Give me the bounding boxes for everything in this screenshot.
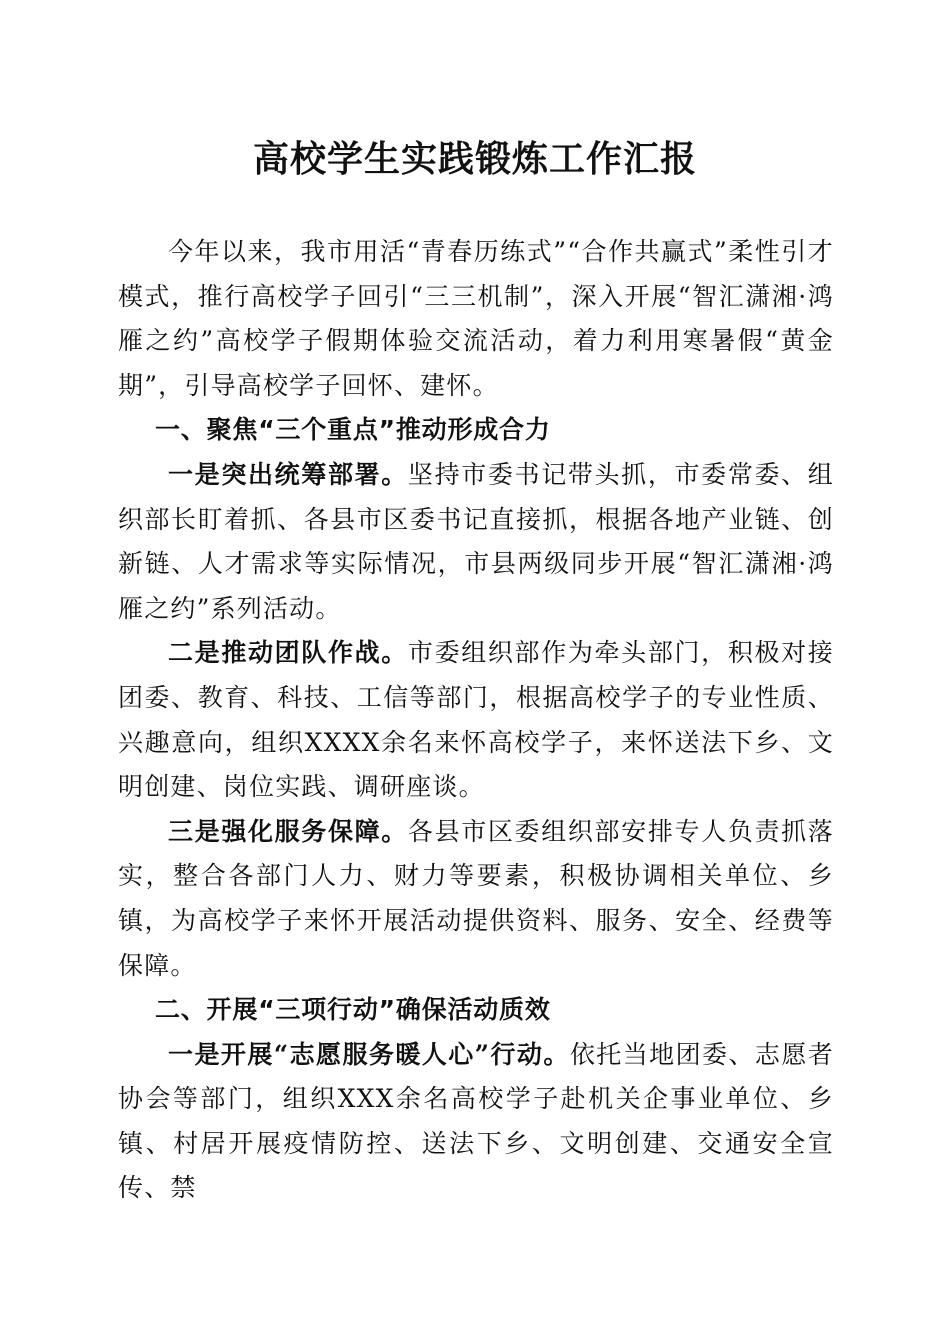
section-1-paragraph-2 — [118, 631, 834, 809]
document-body — [118, 230, 834, 1211]
section-2-heading: 二、开展“三项行动”确保活动质效 — [155, 995, 551, 1025]
paragraph-lead: 一是突出统筹部署。 — [168, 459, 408, 489]
intro-paragraph: 今年以来，我市用活“青春历练式”“合作共赢式”柔性引才模式，推行高校学子回引“三三机制”，深入开展“智汇潇湘·鸿雁之约”高校学子假期体验交流活动，着力利用寒暑假“黄金期”，引导高校学子回怀、建怀。 — [118, 237, 834, 400]
section-1-heading: 一、聚焦“三个重点”推动形成合力 — [155, 415, 551, 445]
section-1-paragraph-1 — [118, 453, 834, 631]
paragraph-lead: 三是强化服务保障。 — [168, 816, 408, 846]
paragraph-lead: 一是开展“志愿服务暖人心”行动。 — [168, 1039, 570, 1069]
paragraph-text: 依托当地团委、志愿者协会等部门，组织XXX余名高校学子赴机关企事业单位、乡镇、村居开展疫情防控、送法下乡、文明创建、交通安全宣传、禁 — [118, 1039, 834, 1203]
paragraph-text: 各县市区委组织部安排专人负责抓落实，整合各部门人力、财力等要素，积极协调相关单位、乡镇，为高校学子来怀开展活动提供资料、服务、安全、经费等保障。 — [118, 816, 834, 980]
paragraph-text: 坚持市委书记带头抓，市委常委、组织部长盯着抓、各县市区委书记直接抓，根据各地产业链、创新链、人才需求等实际情况，市县两级同步开展“智汇潇湘·鸿雁之约”系列活动。 — [118, 459, 834, 623]
section-1-paragraph-3 — [118, 810, 834, 988]
paragraph-text: 市委组织部作为牵头部门，积极对接团委、教育、科技、工信等部门，根据高校学子的专业性质、兴趣意向，组织XXXX余名来怀高校学子，来怀送法下乡、文明创建、岗位实践、调研座谈。 — [118, 638, 834, 802]
document-title: 高校学生实践锻炼工作汇报 — [252, 138, 697, 180]
paragraph-lead: 二是推动团队作战。 — [168, 638, 408, 668]
section-2-paragraph-1 — [118, 1033, 834, 1211]
